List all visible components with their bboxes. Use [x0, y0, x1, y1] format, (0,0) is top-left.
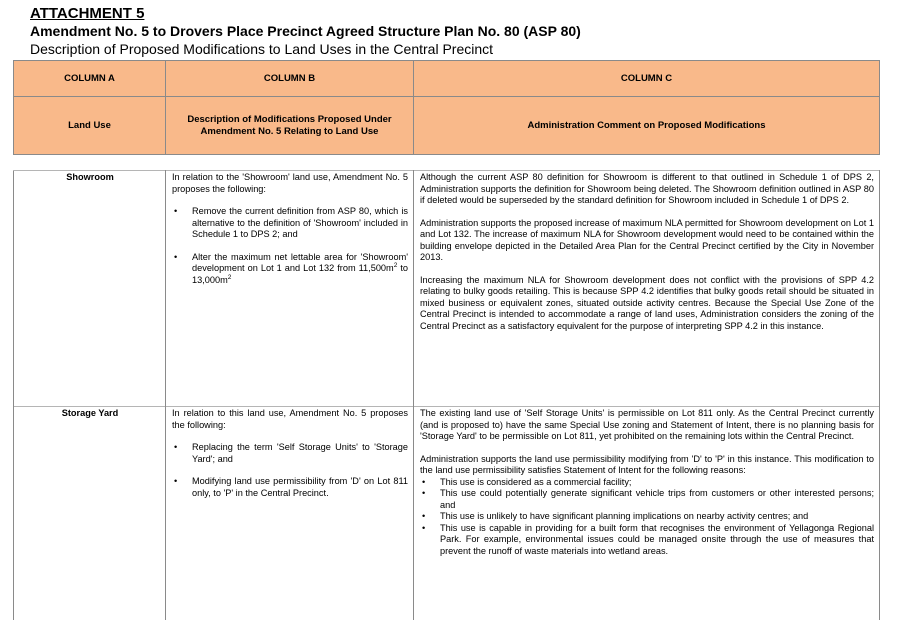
comment-paragraph: Although the current ASP 80 definition for Showroom is different to that outlined in Schedule 1 of DPS 2, Administration supports the definition for Showroom being deleted. The Showroom definition outlined in ASP 80 if deleted would be superseded by the standard definition for Showroom included in Schedule 1 of DPS 2.: [420, 172, 874, 207]
land-use-cell: Showroom: [14, 171, 166, 407]
land-use-table: [13, 170, 880, 620]
attachment-title: ATTACHMENT 5: [30, 5, 144, 22]
list-item: • This use is capable in providing for a built form that recognises the environment of Yellagonga Regional Park. For example, environmental issues could be managed onsite through the use of measures that prevent the runoff of waste materials into wetland areas.: [420, 523, 874, 558]
comment-paragraph: Increasing the maximum NLA for Showroom development does not conflict with the provisions of SPP 4.2 relating to bulky goods retailing. This is because SPP 4.2 identifies that bulky goods retail should be situated in mixed business or equivalent zones, situated outside activity centres. Because the Special Use Zone of the Central Precinct is intended to accommodate a range of land uses, Administration considers the zoning of the Central Precinct as a satisfactory equivalent for the purpose of interpreting SPP 4.2 in this instance.: [420, 275, 874, 333]
table-row: [14, 171, 880, 407]
amendment-title: Amendment No. 5 to Drovers Place Precinct Agreed Structure Plan No. 80 (ASP 80): [30, 23, 581, 39]
list-item: • Modifying land use permissibility from 'D' on Lot 811 only, to 'P' in the Central Precinct.: [172, 476, 408, 499]
document-description: Description of Proposed Modifications to Land Uses in the Central Precinct: [30, 41, 493, 57]
comment-paragraph: Administration supports the land use permissibility modifying from 'D' to 'P' in this instance. This modification to the land use permissibility satisfies Statement of Intent for the following reasons:: [420, 454, 874, 477]
reasons-list: [420, 477, 874, 558]
comment-cell: [414, 407, 880, 620]
list-item: • This use is unlikely to have significant planning implications on nearby activity centres; and: [420, 511, 874, 523]
column-a-subheader: Land Use: [14, 97, 166, 155]
land-use-cell: Storage Yard: [14, 407, 166, 620]
column-b-header: COLUMN B: [166, 61, 414, 97]
modification-cell: [166, 407, 414, 620]
table-row: [14, 407, 880, 620]
list-item: • Replacing the term 'Self Storage Units' to 'Storage Yard'; and: [172, 442, 408, 465]
list-item: • Alter the maximum net lettable area for 'Showroom' development on Lot 1 and Lot 132 from $11,500m^2$ to $13,000m^2$: [172, 252, 408, 287]
comment-cell: [414, 171, 880, 407]
modification-cell: [166, 171, 414, 407]
list-item: • This use could potentially generate significant vehicle trips from customers or other interested persons; and: [420, 488, 874, 511]
column-c-subheader: Administration Comment on Proposed Modifications: [414, 97, 880, 155]
modification-intro: In relation to the 'Showroom' land use, Amendment No. 5 proposes the following:: [172, 172, 408, 195]
comment-paragraph: The existing land use of 'Self Storage Units' is permissible on Lot 811 only. As the Central Precinct currently (and is proposed to) have the same Special Use zoning and Statement of Intent, there is no planning basis for 'Storage Yard' to be permissible on Lot 811, yet prohibited on the remaining lots within the Central Precinct.: [420, 408, 874, 443]
modification-list: [172, 442, 408, 499]
column-b-subheader: Description of Modifications Proposed Under Amendment No. 5 Relating to Land Use: [166, 97, 414, 155]
list-item: • This use is considered as a commercial facility;: [420, 477, 874, 489]
column-header-table: [13, 60, 880, 155]
column-a-header: COLUMN A: [14, 61, 166, 97]
modification-intro: In relation to this land use, Amendment No. 5 proposes the following:: [172, 408, 408, 431]
list-item: • Remove the current definition from ASP 80, which is alternative to the definition of 'Showroom' included in Schedule 1 to DPS 2; and: [172, 206, 408, 241]
comment-paragraph: Administration supports the proposed increase of maximum NLA permitted for Showroom development on Lot 1 and Lot 132. The increase of maximum NLA for Showroom development would need to be contained within the building envelope depicted in the Detailed Area Plan for the Central Precinct certified by the City in November 2013.: [420, 218, 874, 264]
column-c-header: COLUMN C: [414, 61, 880, 97]
modification-list: [172, 206, 408, 286]
